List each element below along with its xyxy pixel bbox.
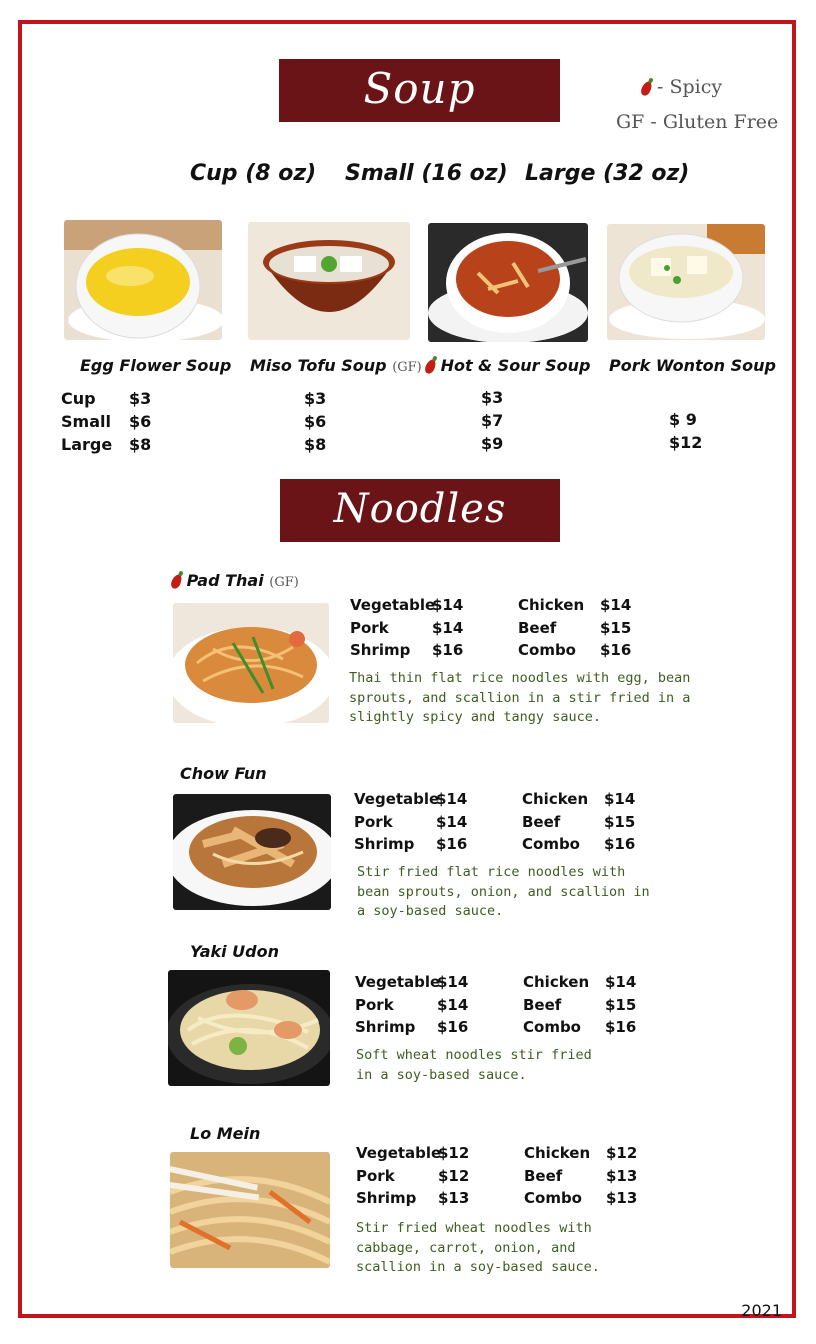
soup-size-labels <box>61 387 112 456</box>
soup-name-text: Egg Flower Soup <box>80 356 232 375</box>
protein-label: Vegetable <box>356 1144 442 1162</box>
price-row <box>355 994 636 1017</box>
protein-label: Beef <box>523 995 562 1014</box>
description-line: scallion in a soy-based sauce. <box>356 1259 600 1275</box>
protein-label: Combo <box>524 1189 582 1207</box>
price-value: $16 <box>605 1018 637 1036</box>
protein-label: Chicken <box>524 1144 591 1162</box>
price-cup: $3 <box>304 389 327 408</box>
chili-icon <box>423 358 437 375</box>
lo-mein-photo <box>170 1152 330 1268</box>
soup-name-hot-sour <box>426 356 590 375</box>
price-row <box>354 811 635 834</box>
protein-label: Pork <box>354 812 393 831</box>
description-line: bean sprouts, onion, and scallion in <box>357 883 650 900</box>
price-value: $16 <box>432 641 464 659</box>
price-value: $12 <box>438 1144 470 1162</box>
price-row <box>355 1016 636 1039</box>
protein-label: Vegetable <box>350 596 436 614</box>
yaki-udon-photo <box>168 970 330 1086</box>
pad-thai-description <box>349 669 690 728</box>
price-large: $12 <box>669 433 703 452</box>
yaki-udon-prices <box>355 971 636 1039</box>
legend-gf <box>616 111 778 133</box>
description-line: Thai thin flat rice noodles with egg, bean <box>349 670 691 686</box>
soup-name-text: Miso Tofu Soup <box>250 356 387 375</box>
price-cup: $3 <box>129 389 152 408</box>
gf-badge: (GF) <box>269 575 299 590</box>
chow-fun-photo <box>173 794 331 910</box>
protein-label: Beef <box>524 1166 563 1185</box>
soup-name-pork-wonton <box>609 356 776 375</box>
price-value: $16 <box>604 835 636 853</box>
protein-label: Chicken <box>522 790 589 808</box>
noodle-name-yaki-udon <box>190 942 279 961</box>
pad-thai-prices <box>350 594 631 662</box>
size-label-small: Small <box>61 412 111 431</box>
miso-tofu-soup-photo <box>248 222 410 340</box>
protein-label: Vegetable <box>355 973 441 991</box>
noodle-name-pad-thai <box>172 571 299 590</box>
protein-label: Pork <box>350 618 389 637</box>
price-value: $14 <box>604 790 636 808</box>
menu-year: 2021 <box>741 1301 782 1320</box>
protein-label: Shrimp <box>356 1189 417 1207</box>
price-value: $12 <box>606 1144 638 1162</box>
price-row <box>350 617 631 640</box>
price-row <box>356 1165 637 1188</box>
price-row <box>354 833 635 856</box>
soup-banner <box>279 59 560 122</box>
price-large: $8 <box>129 435 152 454</box>
legend-spicy-text: - Spicy <box>657 76 723 98</box>
price-value: $16 <box>437 1018 469 1036</box>
price-value: $13 <box>438 1189 470 1207</box>
price-value: $13 <box>606 1166 638 1185</box>
noodle-name-text: Yaki Udon <box>190 942 280 961</box>
soup-name-text: Hot & Sour Soup <box>440 356 591 375</box>
lo-mein-description <box>356 1219 600 1278</box>
noodle-name-lo-mein <box>190 1124 260 1143</box>
soup-name-text: Pork Wonton Soup <box>609 356 776 375</box>
price-small: $ 9 <box>669 410 697 429</box>
price-value: $15 <box>604 812 636 831</box>
chili-icon <box>639 79 653 96</box>
protein-label: Vegetable <box>354 790 440 808</box>
size-small-heading: Small (16 oz) <box>345 161 508 186</box>
protein-label: Pork <box>355 995 394 1014</box>
pad-thai-photo <box>173 603 329 723</box>
protein-label: Shrimp <box>355 1018 416 1036</box>
price-value: $16 <box>436 835 468 853</box>
price-value: $14 <box>437 973 469 991</box>
protein-label: Chicken <box>518 596 585 614</box>
price-value: $14 <box>432 618 464 637</box>
noodle-name-text: Lo Mein <box>190 1124 261 1143</box>
description-line: sprouts, and scallion in a stir fried in a <box>349 689 691 706</box>
size-label-large: Large <box>61 435 113 454</box>
price-value: $14 <box>605 973 637 991</box>
price-row <box>350 639 631 662</box>
protein-label: Combo <box>522 835 580 853</box>
price-value: $13 <box>606 1189 638 1207</box>
protein-label: Beef <box>522 812 561 831</box>
yaki-udon-description <box>356 1046 592 1085</box>
egg-flower-prices <box>129 387 151 456</box>
description-line: Soft wheat noodles stir fried <box>356 1047 592 1063</box>
price-large: $8 <box>304 435 327 454</box>
protein-label: Combo <box>518 641 576 659</box>
price-value: $15 <box>600 618 632 637</box>
legend-gf-text: GF - Gluten Free <box>616 111 779 133</box>
price-row <box>356 1142 637 1165</box>
soup-title: Soup <box>363 64 476 113</box>
legend-spicy <box>642 76 722 98</box>
protein-label: Pork <box>356 1166 395 1185</box>
noodle-name-chow-fun <box>180 764 267 783</box>
price-large: $9 <box>481 434 504 453</box>
hot-and-sour-soup-photo <box>428 223 588 342</box>
description-line: slightly spicy and tangy sauce. <box>349 709 601 725</box>
price-row <box>356 1187 637 1210</box>
noodles-title: Noodles <box>333 486 507 532</box>
pork-wonton-soup-photo <box>607 224 765 340</box>
price-row <box>350 594 631 617</box>
soup-name-egg-flower <box>80 356 231 375</box>
protein-label: Chicken <box>523 973 590 991</box>
chow-fun-description <box>357 863 650 922</box>
miso-tofu-prices <box>304 387 326 456</box>
price-value: $14 <box>436 790 468 808</box>
price-small: $6 <box>129 412 152 431</box>
protein-label: Combo <box>523 1018 581 1036</box>
size-large-heading: Large (32 oz) <box>525 161 690 186</box>
description-line: Stir fried flat rice noodles with <box>357 864 626 880</box>
size-cup-heading: Cup (8 oz) <box>190 161 317 186</box>
price-value: $15 <box>605 995 637 1014</box>
description-line: Stir fried wheat noodles with <box>356 1220 592 1236</box>
egg-flower-soup-photo <box>64 220 222 340</box>
protein-label: Shrimp <box>354 835 415 853</box>
price-row <box>355 971 636 994</box>
chow-fun-prices <box>354 788 635 856</box>
description-line: in a soy-based sauce. <box>356 1066 527 1083</box>
lo-mein-prices <box>356 1142 637 1210</box>
noodles-banner <box>280 479 560 542</box>
price-value: $14 <box>432 596 464 614</box>
price-value: $16 <box>600 641 632 659</box>
chili-icon <box>169 573 183 590</box>
price-small: $7 <box>481 411 504 430</box>
soup-name-miso-tofu <box>250 356 422 375</box>
price-value: $12 <box>438 1166 470 1185</box>
size-label-cup: Cup <box>61 389 96 408</box>
price-small: $6 <box>304 412 327 431</box>
gf-badge: (GF) <box>392 360 422 375</box>
price-value: $14 <box>600 596 632 614</box>
noodle-name-text: Pad Thai <box>186 571 264 590</box>
protein-label: Beef <box>518 618 557 637</box>
noodle-name-text: Chow Fun <box>180 764 267 783</box>
price-value: $14 <box>436 812 468 831</box>
description-line: a soy-based sauce. <box>357 903 504 919</box>
description-line: cabbage, carrot, onion, and <box>356 1239 576 1256</box>
price-row <box>354 788 635 811</box>
hot-sour-prices <box>481 386 503 455</box>
price-value: $14 <box>437 995 469 1014</box>
pork-wonton-prices <box>669 408 702 454</box>
price-cup: $3 <box>481 388 504 407</box>
protein-label: Shrimp <box>350 641 411 659</box>
